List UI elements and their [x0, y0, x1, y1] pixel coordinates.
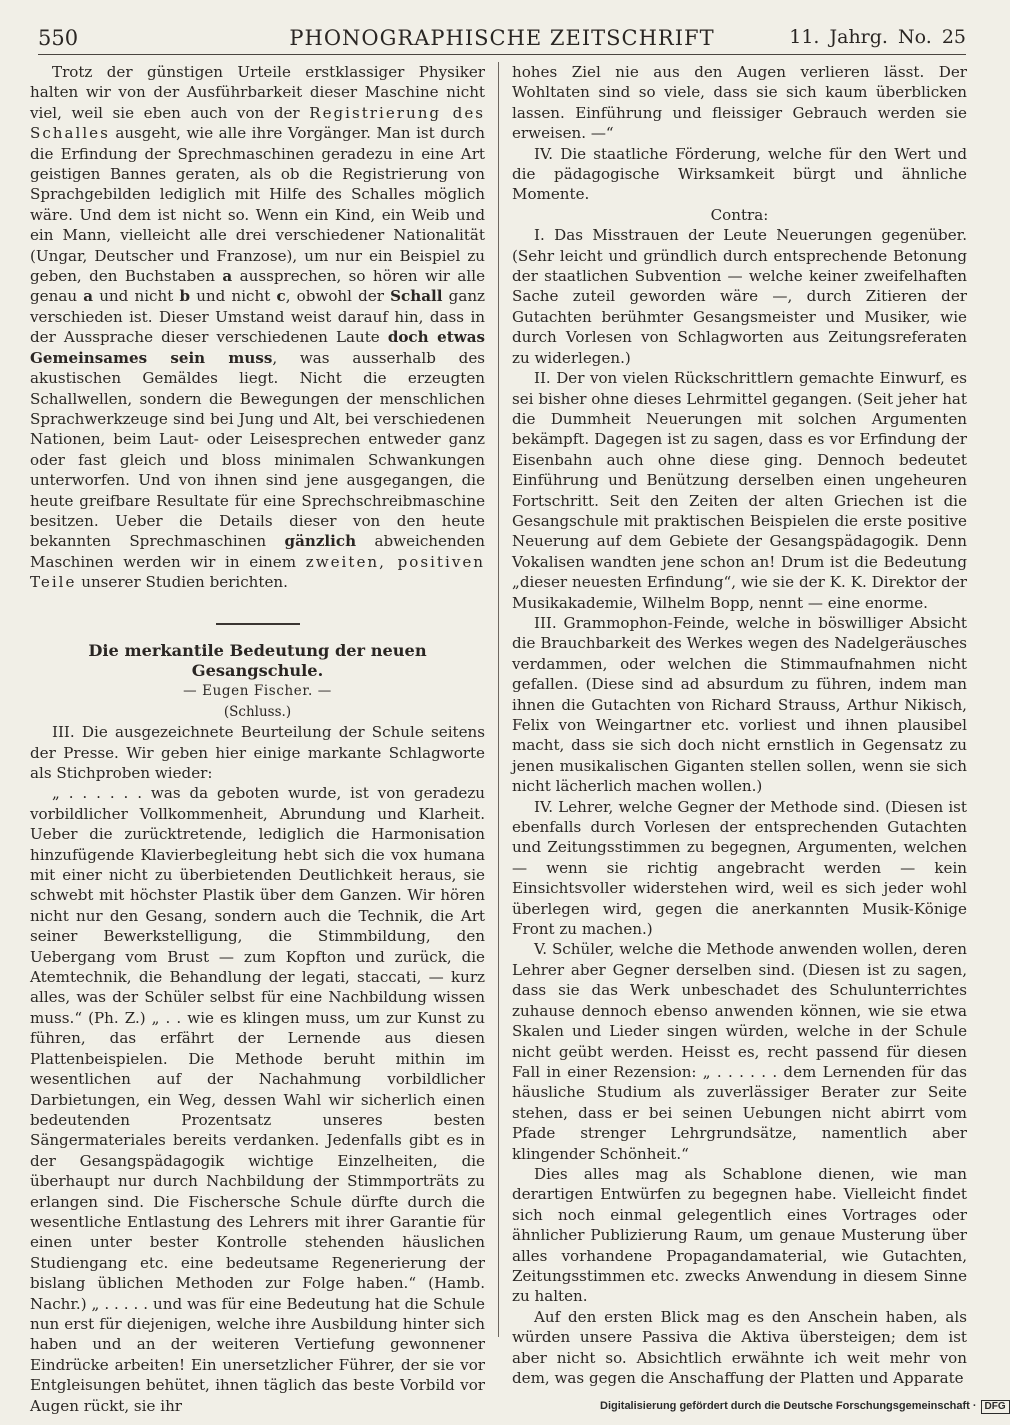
- dfg-logo: DFG: [981, 1400, 1010, 1414]
- section-divider: [216, 623, 300, 625]
- contra-heading: Contra:: [710, 205, 769, 224]
- paragraph-staatliche-foerderung: IV. Die staatliche Förderung, welche für den Wert und die pädagogische Wirksamkeit bürgt und ähnliche Momente.: [512, 144, 967, 204]
- paragraph-continuation: hohes Ziel nie aus den Augen verlieren lässt. Der Wohltaten sind so viele, dass sie sich kaum überblicken lassen. Einführung und fleissiger Gebrauch werden sie erweisen. —“: [512, 63, 967, 143]
- paragraph-press-quotes: „ . . . . . . was da geboten wurde, ist von geradezu vorbildlicher Vollkommenheit, Abrundung und Klarheit. Ueber die zurücktretende, lediglich die Harmonisation hinzufügende Klavierbegleitung hebt sich die vox humana mit einer nicht zu überbietenden Deutlichkeit heraus, sie schwebt mit höchster Plastik über dem Ganzen. Wir hören nicht nur den Gesang, sondern auch die Technik, die Art seiner Bewerkstelligung, die Stimmbildung, den Uebergang vom Brust — zum Kopfton und zurück, die Atemtechnik, die Behandlung der legati, staccati, — kurz alles, was der Schüler selbst für eine Nachbildung wissen muss.“ (Ph. Z.) „ . . wie es klingen muss, um zur Kunst zu führen, das erfährt der Lernende aus diesen Plattenbeispielen. Die Methode beruht mithin im wesentlichen auf der Nachahmung vorbildlicher Darbietungen, ein Weg, dessen Wahl wir sicherlich einen bedeutenden Prozentsatz unseres besten Sängermateriales bereits verdanken. Jedenfalls gibt es in der Gesangspädagogik wichtige Einzelheiten, die überhaupt nur durch Nachbildung der Stimmporträts zu erlangen sind. Die Fischersche Schule dürfte durch die wesentliche Entlastung des Lehrers mit ihrer Garantie für einen unter bester Kontrolle stehenden häuslichen Studiengang etc. eine bedeutsame Regenerierung der bislang üblichen Methoden zur Folge haben.“ (Hamb. Nachr.) „ . . . . . und was für eine Bedeutung hat die Schule nun erst für diejenigen, welche ihre Ausbildung hinter sich haben und an der weiteren Vertiefung gewonnener Eindrücke arbeiten! Ein unersetzlicher Führer, der sie vor Entgleisungen behütet, ihnen täglich das beste Vorbild vor Augen rückt, sie ihr: [30, 784, 485, 1415]
- paragraph-sprechmaschine: Trotz der günstigen Urteile erstklassiger Physiker halten wir von der Ausführbarkeit dieser Maschine nicht viel, weil sie eben auch von der Registrierung des Schalles ausgeht, wie alle ihre Vorgänger. Man ist durch die Erfindung der Sprechmaschinen geradezu in eine Art geistigen Bannes geraten, als ob die Registrierung von Sprachgebilden lediglich mit Hilfe des Schalles möglich wäre. Und dem ist nicht so. Wenn ein Kind, ein Weib und ein Mann, vielleicht alle drei verschiedener Nationalität (Ungar, Deutscher und Franzose), um nur ein Beispiel zu geben, den Buchstaben a aussprechen, so hören wir alle genau a und nicht b und nicht c, obwohl der Schall ganz verschieden ist. Dieser Umstand weist darauf hin, dass in der Aussprache dieser verschiedenen Laute doch etwas Gemeinsames sein muss, was ausserhalb des akustischen Gemäldes liegt. Nicht die erzeugten Schallwellen, sondern die Bewegungen der menschlichen Sprachwerkzeuge sind bei Jung und Alt, bei verschiedenen Nationen, beim Laut- oder Leisesprechen entweder ganz oder fast gleich und bloss minimalen Schwankungen unterworfen. Und von ihnen sind jene ausgegangen, die heute greifbare Resultate für eine Sprechschreibmaschine besitzen. Ueber die Details dieser von den heute bekannten Sprechmaschinen gänzlich abweichenden Maschinen werden wir in einem zweiten, positiven Teile unserer Studien berichten.: [30, 63, 486, 592]
- page-header: [38, 24, 966, 55]
- paragraph-schablone: Dies alles mag als Schablone dienen, wie man derartigen Entwürfen zu begegnen habe. Vielleicht findet sich noch einmal gelegentlich eines Vortrages oder ähnlicher Publizierung Raum, um genaue Musterung über alles vorhandene Propagandamaterial, wie Gutachten, Zeitungsstimmen etc. zwecks Anwendung in diesem Sinne zu halten.: [512, 1164, 967, 1306]
- left-column: [30, 62, 485, 1416]
- paragraph-contra-2: II. Der von vielen Rückschrittlern gemachte Einwurf, es sei bisher ohne dieses Lehrmittel gegangen. (Seit jeher hat die Dummheit Neuerungen mit solchen Argumenten bekämpft. Dagegen ist zu sagen, dass es vor Erfindung der Eisenbahn auch ohne diese ging. Dennoch bedeutet Einführung und Benützung derselben einen ungeheuren Fortschritt. Seit den Zeiten der alten Griechen ist die Gesangschule mit praktischen Beispielen die erste positive Neuerung auf dem Gebiete der Gesangspädagogik. Denn Vokalisen wandten jene schon an! Drum ist die Bedeutung „dieser neuesten Erfindung“, wie sie der K. K. Direktor der Musikakademie, Wilhelm Bopp, nennt — eine enorme.: [512, 369, 967, 612]
- paragraph-contra-4: IV. Lehrer, welche Gegner der Methode sind. (Diesen ist ebenfalls durch Vorlesen der entsprechenden Gutachten und Zeitungsstimmen zu begegnen, Argumenten, welchen — wenn sie richtig angebracht werden — kein Einsichtsvoller widerstehen wird, weil es sich jeder wohl überlegen wird, gegen die anerkannten Musik-Könige Front zu machen.): [512, 797, 967, 939]
- paragraph-passiva-aktiva: Auf den ersten Blick mag es den Anschein haben, als würden unsere Passiva die Aktiva übersteigen; dem ist aber nicht so. Absichtlich erwähnte ich weit mehr von dem, was gegen die Anschaffung der Platten und Apparate: [512, 1307, 967, 1387]
- journal-title: PHONOGRAPHISCHE ZEITSCHRIFT: [289, 26, 715, 50]
- paragraph-contra-3: III. Grammophon-Feinde, welche in böswilliger Absicht die Brauchbarkeit des Werkes wegen des Nadelgeräusches verdammen, oder welchen die Stimmaufnahmen nicht gefallen. (Diese sind ad absurdum zu führen, indem man ihnen die Gutachten von Richard Strauss, Arthur Nikisch, Felix von Weingartner etc. vorliest und ihnen plausibel macht, dass sie sich doch nicht ernstlich in Gegensatz zu jenen musikalischen Giganten stellen sollen, wenn sie sich nicht lächerlich machen wollen.): [512, 613, 967, 796]
- article-title: Die merkantile Bedeutung der neuen Gesangschule.: [88, 640, 427, 680]
- issue-label: 11. Jahrg. No. 25: [789, 26, 966, 48]
- paragraph-press: III. Die ausgezeichnete Beurteilung der Schule seitens der Presse. Wir geben hier einige markante Schlagworte als Stichproben wieder:: [30, 723, 485, 782]
- footer-text: Digitalisierung gefördert durch die Deutsche Forschungsgemeinschaft ·: [600, 1400, 977, 1412]
- paragraph-contra-1: I. Das Misstrauen der Leute Neuerungen gegenüber. (Sehr leicht und gründlich durch entsprechende Betonung der staatlichen Subvention — welche keiner zweifelhaften Sache zuteil geworden wäre —, durch Zitieren der Gutachten berühmter Gesangsmeister und Musiker, wie durch Vorlesen von Schlagworten aus Zeitungsreferaten zu widerlegen.): [512, 226, 967, 367]
- right-column: [512, 62, 967, 1388]
- conclusion-note: (Schluss.): [223, 703, 292, 720]
- article-author: — Eugen Fischer. —: [183, 683, 332, 700]
- digitization-footer: [600, 1400, 1010, 1414]
- column-divider: [498, 62, 499, 1337]
- paragraph-contra-5: V. Schüler, welche die Methode anwenden wollen, deren Lehrer aber Gegner derselben sind. (Diesen ist zu sagen, dass sie das Werk unbeschadet des Schulunterrichtes zuhause dennoch ebenso anwenden können, wie sie etwa Skalen und Lieder singen würden, welche in der Schule nicht geübt werden. Heisst es, recht passend für diesen Fall in einer Rezension: „ . . . . . . dem Lernenden für das häusliche Studium als zuverlässiger Berater zur Seite stehen, dass er bei seinen Uebungen nicht abirrt vom Pfade strenger Lehrgrundsätze, namentlich aber klingender Schönheit.“: [512, 940, 967, 1163]
- page-number: 550: [38, 26, 79, 50]
